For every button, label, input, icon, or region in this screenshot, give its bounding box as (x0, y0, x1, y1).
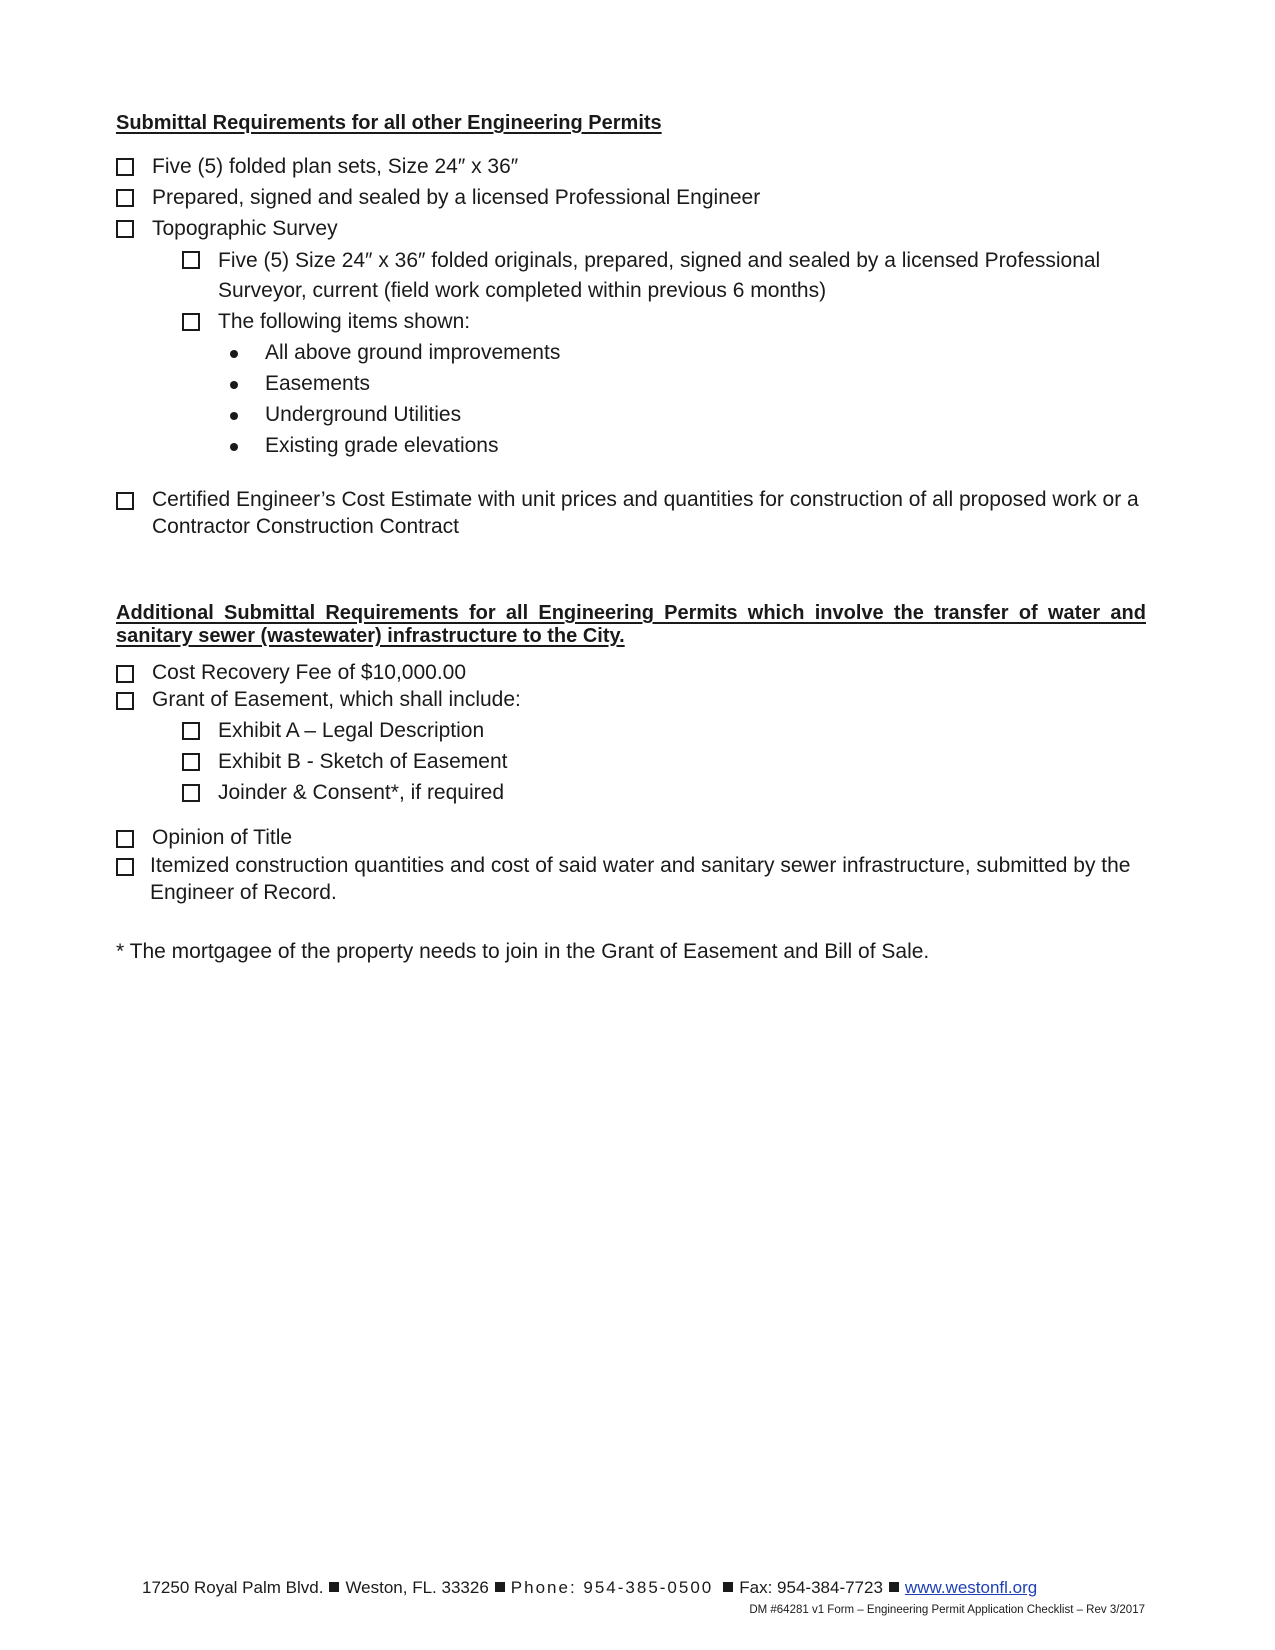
bullet-icon (230, 412, 238, 420)
checklist-subitem-label: Exhibit A – Legal Description (218, 719, 485, 742)
bullet-icon (230, 381, 238, 389)
checkbox[interactable] (182, 313, 200, 331)
checkbox[interactable] (182, 251, 200, 269)
checkbox[interactable] (116, 220, 134, 238)
bullet-item-label: Underground Utilities (265, 403, 462, 426)
checklist-subitem-label: Five (5) Size 24″ x 36″ folded originals, prepared, signed and sealed by a licensed Professional Surveyor, current (field work completed within previous 6 months) (218, 249, 1101, 302)
checklist-item-label: Topographic Survey (152, 217, 338, 240)
checkbox[interactable] (116, 158, 134, 176)
checklist-item-label: Opinion of Title (152, 826, 293, 849)
footer-address: 17250 Royal Palm Blvd. (142, 1578, 324, 1597)
square-separator-icon (889, 1582, 899, 1592)
checklist-subitem-label: Exhibit B - Sketch of Easement (218, 750, 508, 773)
checkbox[interactable] (116, 189, 134, 207)
square-separator-icon (495, 1582, 505, 1592)
checkbox[interactable] (182, 722, 200, 740)
checkbox[interactable] (116, 858, 134, 876)
footer-phone: Phone: 954-385-0500 (510, 1578, 714, 1597)
footer-document-reference: DM #64281 v1 Form – Engineering Permit Application Checklist – Rev 3/2017 (749, 1604, 1145, 1616)
checklist-subitem-label: The following items shown: (218, 310, 471, 333)
checklist-item-label: Five (5) folded plan sets, Size 24″ x 36″ (152, 155, 519, 178)
footer-fax: Fax: 954-384-7723 (739, 1578, 883, 1597)
bullet-icon (230, 350, 238, 358)
footnote: * The mortgagee of the property needs to join in the Grant of Easement and Bill of Sale. (116, 940, 930, 963)
checklist-item-label: Itemized construction quantities and cost of said water and sanitary sewer infrastructure, submitted by the Engineer of Record. (150, 854, 1131, 904)
footer-city: Weston, FL. 33326 (345, 1578, 489, 1597)
checkbox[interactable] (116, 830, 134, 848)
footer-website-link[interactable]: www.westonfl.org (904, 1578, 1038, 1597)
square-separator-icon (723, 1582, 733, 1592)
checklist-item-label: Prepared, signed and sealed by a licensed Professional Engineer (152, 186, 761, 209)
checklist-item-label: Certified Engineer’s Cost Estimate with unit prices and quantities for construction of all proposed work or a Contractor Construction Contract (152, 488, 1139, 538)
checkbox[interactable] (116, 665, 134, 683)
square-separator-icon (329, 1582, 339, 1592)
section-heading-engineering-permits: Submittal Requirements for all other Engineering Permits (116, 112, 662, 134)
bullet-item-label: Easements (265, 372, 371, 395)
checkbox[interactable] (182, 784, 200, 802)
checklist-item-label: Grant of Easement, which shall include: (152, 688, 521, 711)
checklist-subitem-label: Joinder & Consent*, if required (218, 781, 504, 804)
footer-contact (142, 1577, 1037, 1599)
section-heading-water-sewer-transfer: Additional Submittal Requirements for all Engineering Permits which involve the transfer of water and sanitary sewer (wastewater) infrastructure to the City. (116, 602, 1146, 647)
checkbox[interactable] (116, 492, 134, 510)
checklist-item-label: Cost Recovery Fee of $10,000.00 (152, 661, 467, 684)
bullet-icon (230, 443, 238, 451)
checkbox[interactable] (182, 753, 200, 771)
bullet-item-label: All above ground improvements (265, 341, 561, 364)
bullet-item-label: Existing grade elevations (265, 434, 499, 457)
checkbox[interactable] (116, 692, 134, 710)
